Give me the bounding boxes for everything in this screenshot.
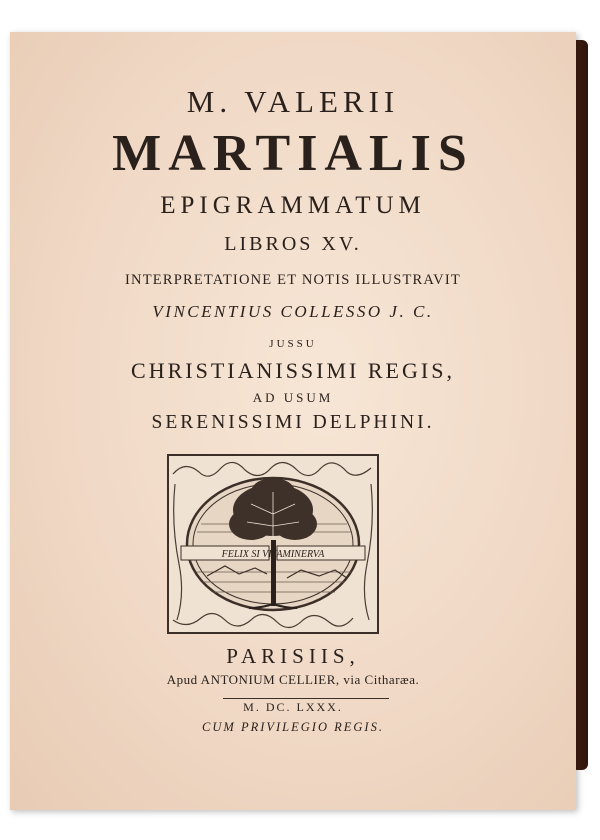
work-title: EPIGRAMMATUM: [160, 192, 426, 219]
woodcut-motto: FELIX SI VITAMINERVA: [221, 549, 325, 560]
tree-woodcut-icon: [167, 454, 379, 634]
printer-line: Apud ANTONIUM CELLIER, via Citharæa.: [166, 672, 420, 687]
author-prefix: M. VALERII: [186, 84, 400, 119]
king-line: CHRISTIANISSIMI REGIS,: [131, 358, 455, 383]
usum-line: AD USUM: [252, 390, 334, 405]
commentary-line: INTERPRETATIONE ET NOTIS ILLUSTRAVIT: [125, 272, 461, 288]
year-line: M. DC. LXXX.: [243, 700, 343, 714]
editor-line: VINCENTIUS COLLESSO J. C.: [152, 302, 434, 321]
city-line: PARISIIS,: [226, 644, 360, 668]
title-page: [10, 32, 576, 810]
divider-rule: [223, 698, 389, 699]
jussu-line: JUSSU: [269, 338, 317, 350]
dauphin-line: SERENISSIMI DELPHINI.: [151, 412, 435, 433]
books-count: LIBROS XV.: [224, 233, 362, 255]
privilege-line: CUM PRIVILEGIO REGIS.: [202, 720, 384, 734]
author-name: MARTIALIS: [112, 125, 474, 182]
